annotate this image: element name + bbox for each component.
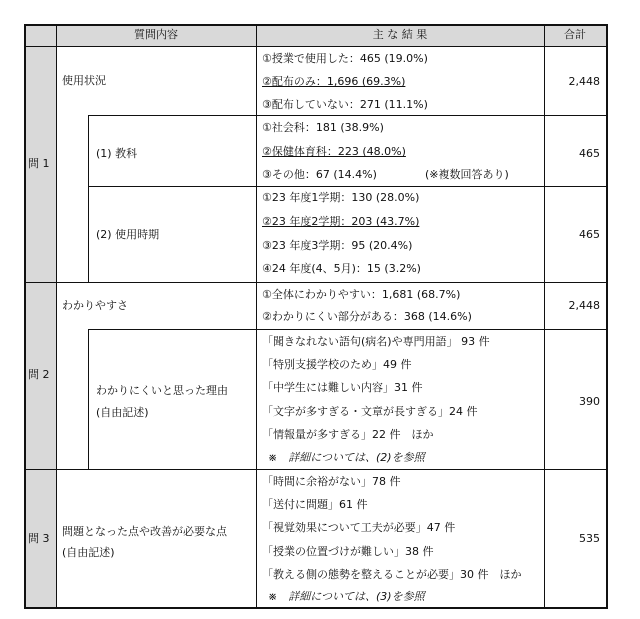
q3-footnote: ※ 詳細については、(3)を参照 (268, 590, 425, 603)
q1-subject-label: (1) 教科 (96, 147, 138, 160)
q1-usage-item-1: ①授業で使用した：465 (19.0%) (262, 52, 428, 65)
q1-subject-note: (※複数回答あり) (425, 168, 509, 181)
q1-label: 問 1 (28, 157, 50, 170)
q1-period-label: (2) 使用時期 (96, 228, 160, 241)
total-column-border (544, 24, 545, 609)
q3-item-4: 「授業の位置づけが難しい」38 件 (262, 545, 434, 558)
table-left-border (24, 24, 26, 609)
header-bottom-border (24, 46, 608, 47)
q1-usage-label: 使用状況 (62, 74, 106, 87)
q3-topic-sublabel: (自由記述) (62, 546, 115, 559)
q2-clarity-item-2: ②わかりにくい部分がある：368 (14.6%) (262, 310, 472, 323)
q1-usage-item-2: ②配布のみ：1,696 (69.3%) (262, 75, 406, 88)
q2-reasons-item-5: 「情報量が多すぎる」22 件 ほか (262, 428, 434, 441)
divider-q1-q2 (24, 282, 608, 283)
divider-usage-subject (88, 115, 608, 116)
table-right-border (606, 24, 608, 609)
q3-label: 問 3 (28, 532, 50, 545)
results-column-border (256, 24, 257, 609)
q1-period-total: 465 (579, 228, 600, 241)
q1-subject-item-1: ①社会科：181 (38.9%) (262, 121, 384, 134)
q2-label: 問 2 (28, 368, 50, 381)
q1-period-item-4: ④24 年度(4、5月)：15 (3.2%) (262, 262, 421, 275)
q2-reasons-sublabel: (自由記述) (96, 406, 149, 419)
q3-item-2: 「送付に問題」61 件 (262, 498, 368, 511)
divider-q2-q3 (24, 469, 608, 470)
divider-subject-period (88, 186, 608, 187)
subitem-indent-border-q2 (88, 329, 89, 469)
divider-clarity-reasons (88, 329, 608, 330)
table-bottom-border (24, 607, 608, 609)
q2-reasons-label: わかりにくいと思った理由 (96, 384, 228, 397)
q1-subject-total: 465 (579, 147, 600, 160)
q2-reasons-item-2: 「特別支援学校のため」49 件 (262, 358, 412, 371)
q1-subject-item-3: ③その他：67 (14.4%) (262, 168, 377, 181)
header-result: 主 な 結 果 (372, 28, 428, 41)
table-top-border (24, 24, 608, 26)
q2-reasons-item-1: 「聞きなれない語句(病名)や専門用語」 93 件 (262, 335, 490, 348)
question-column-shade (24, 46, 56, 609)
q1-period-item-2: ②23 年度2学期：203 (43.7%) (262, 215, 420, 228)
subitem-indent-border-q1 (88, 115, 89, 282)
q2-reasons-item-3: 「中学生には難しい内容」31 件 (262, 381, 423, 394)
q2-clarity-label: わかりやすさ (62, 299, 128, 312)
q2-reasons-footnote: ※ 詳細については、(2)を参照 (268, 451, 425, 464)
q3-item-5: 「教える側の態勢を整えることが必要」30 件 ほか (262, 568, 522, 581)
q1-period-item-1: ①23 年度1学期：130 (28.0%) (262, 191, 420, 204)
header-topic: 質問内容 (134, 28, 178, 41)
q3-total: 535 (579, 532, 600, 545)
header-total: 合計 (564, 28, 586, 41)
question-column-border (56, 24, 57, 609)
q2-reasons-total: 390 (579, 395, 600, 408)
q2-reasons-item-4: 「文字が多すぎる・文章が長すぎる」24 件 (262, 405, 478, 418)
q2-clarity-total: 2,448 (568, 299, 600, 312)
q3-item-1: 「時間に余裕がない」78 件 (262, 475, 401, 488)
header-row-shade (24, 24, 606, 46)
q1-usage-item-3: ③配布していない：271 (11.1%) (262, 98, 428, 111)
q3-topic-label: 問題となった点や改善が必要な点 (62, 525, 227, 538)
q3-item-3: 「視覚効果について工夫が必要」47 件 (262, 521, 456, 534)
q1-usage-total: 2,448 (568, 75, 600, 88)
q1-subject-item-2: ②保健体育科：223 (48.0%) (262, 145, 406, 158)
q2-clarity-item-1: ①全体にわかりやすい：1,681 (68.7%) (262, 288, 461, 301)
q1-period-item-3: ③23 年度3学期：95 (20.4%) (262, 239, 413, 252)
